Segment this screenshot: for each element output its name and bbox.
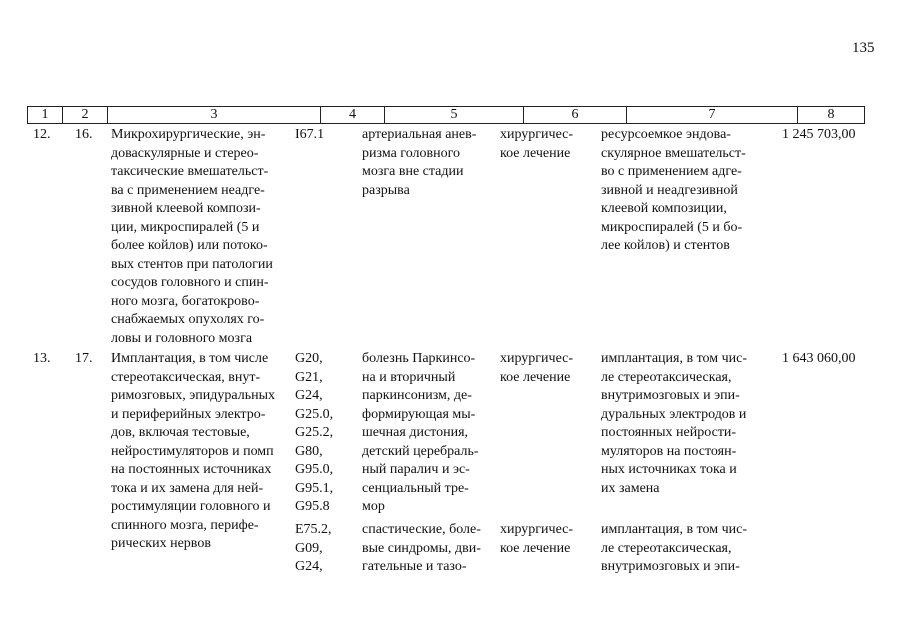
row1-number: 12. xyxy=(33,127,51,142)
cell-line: тока и их замена для ней- xyxy=(111,480,264,496)
cell-line: G09, xyxy=(295,540,323,556)
cell-line: ресурсоемкое эндова- xyxy=(601,127,731,142)
cell-line: кое лечение xyxy=(500,145,571,161)
page-number: 135 xyxy=(852,40,875,56)
row1-cost: 1 245 703,00 xyxy=(782,127,856,142)
cell-line: таксические вмешательст- xyxy=(111,164,269,179)
header-col-7: 7 xyxy=(627,107,798,123)
cell-line: G20, xyxy=(295,351,323,366)
cell-line: и периферийных электро- xyxy=(111,406,266,422)
row2-method-name xyxy=(111,350,287,554)
cell-line: мор xyxy=(362,499,385,514)
cell-line: ловы и головного мозга xyxy=(111,330,253,346)
cell-line: внутримозговых и эпи- xyxy=(601,559,740,574)
header-col-4: 4 xyxy=(321,107,385,123)
cell-line: зивной и неадгезивной xyxy=(601,182,738,198)
cell-line: доваскулярные и стерео- xyxy=(111,145,259,161)
cell-line: E75.2, xyxy=(295,522,332,537)
row1-diagnosis xyxy=(362,126,494,200)
cell-line: микроспиралей (5 и бо- xyxy=(601,219,743,235)
header-col-2: 2 xyxy=(63,107,108,123)
cell-line: сенциальный тре- xyxy=(362,480,469,496)
cell-line: формирующая мы- xyxy=(362,406,476,422)
row2-treatment-type xyxy=(500,350,573,387)
cell-line: шечная дистония, xyxy=(362,425,469,440)
cell-line: G21, xyxy=(295,369,323,385)
cell-line: хирургичес- xyxy=(500,351,574,366)
cell-line: разрыва xyxy=(362,182,410,198)
cell-line: G95.1, xyxy=(295,480,334,496)
cell-line: ции, микроспиралей (5 и xyxy=(111,219,260,235)
cell-line: хирургичес- xyxy=(500,127,574,142)
cell-line: лее койлов) и стентов xyxy=(601,238,730,253)
header-col-8: 8 xyxy=(827,107,835,122)
cell-line: G24, xyxy=(295,388,323,403)
row3-method-description xyxy=(601,521,765,577)
cell-line: артериальная анев- xyxy=(362,127,477,142)
cell-line: ва с применением неадге- xyxy=(111,182,265,198)
cell-line: римозговых, эпидуральных xyxy=(111,388,276,403)
cell-line: ный паралич и эс- xyxy=(362,462,470,477)
header-col-3: 3 xyxy=(108,107,321,123)
cell-line: G25.0, xyxy=(295,406,334,422)
cell-line: муляторов на постоян- xyxy=(601,443,737,459)
cell-line: мозга вне стадии xyxy=(362,164,464,179)
cell-line: паркинсонизм, де- xyxy=(362,388,472,403)
cell-line: кое лечение xyxy=(500,540,571,556)
cell-line: стереотаксическая, внут- xyxy=(111,369,261,385)
cell-line: во с применением адге- xyxy=(601,164,742,179)
cell-line: нейростимуляторов и помп xyxy=(111,443,274,459)
row1-icd-codes xyxy=(295,126,324,145)
cell-line: ростимуляции головного и xyxy=(111,499,271,514)
row3-diagnosis xyxy=(362,521,494,577)
row2-diagnosis xyxy=(362,350,494,517)
cell-line: клеевой композиции, xyxy=(601,201,727,216)
cell-line: их замена xyxy=(601,480,660,496)
header-col-1: 1 xyxy=(28,107,63,123)
row1-method-name xyxy=(111,126,287,348)
row2-number: 13. xyxy=(33,351,51,366)
row2-cost: 1 643 060,00 xyxy=(782,351,856,366)
cell-line: гательные и тазо- xyxy=(362,559,467,574)
cell-line: имплантация, в том чис- xyxy=(601,522,748,537)
cell-line: внутримозговых и эпи- xyxy=(601,388,740,403)
cell-line: спастические, боле- xyxy=(362,522,481,537)
row1-method-description xyxy=(601,126,765,256)
cell-line: G95.8 xyxy=(295,499,330,514)
row3-icd-codes xyxy=(295,521,332,577)
cell-line: сосудов головного и спин- xyxy=(111,275,269,290)
cell-line: имплантация, в том чис- xyxy=(601,351,748,366)
cell-line: снабжаемых опухолях го- xyxy=(111,312,265,327)
cell-line: зивной клеевой компози- xyxy=(111,201,261,216)
cell-line: скулярное вмешательст- xyxy=(601,145,746,161)
cell-line: ризма головного xyxy=(362,145,460,161)
row1-treatment-type xyxy=(500,126,573,163)
table-header xyxy=(27,106,865,124)
cell-line: вых стентов при патологии xyxy=(111,256,273,272)
cell-line: G95.0, xyxy=(295,462,334,477)
row2-icd-codes xyxy=(295,350,333,517)
cell-line: детский церебраль- xyxy=(362,443,479,459)
cell-line: ных источниках тока и xyxy=(601,462,737,477)
cell-line: Микрохирургические, эн- xyxy=(111,127,266,142)
row1-group: 16. xyxy=(75,127,93,142)
row2-group: 17. xyxy=(75,351,93,366)
cell-line: болезнь Паркинсо- xyxy=(362,351,476,366)
cell-line: спинного мозга, перифе- xyxy=(111,517,259,533)
cell-line: I67.1 xyxy=(295,127,325,142)
cell-line: более койлов) или потоко- xyxy=(111,238,268,253)
cell-line: вые синдромы, дви- xyxy=(362,540,481,556)
cell-line: рических нервов xyxy=(111,536,211,551)
cell-line: дуральных электродов и xyxy=(601,406,747,422)
cell-line: хирургичес- xyxy=(500,522,574,537)
cell-line: на и вторичный xyxy=(362,369,456,385)
header-col-6: 6 xyxy=(524,107,627,123)
cell-line: Имплантация, в том числе xyxy=(111,351,269,366)
cell-line: G24, xyxy=(295,559,323,574)
cell-line: G25.2, xyxy=(295,425,334,440)
cell-line: ле стереотаксическая, xyxy=(601,369,732,385)
cell-line: ного мозга, богатокрово- xyxy=(111,293,260,309)
cell-line: ле стереотаксическая, xyxy=(601,540,732,556)
row2-method-description xyxy=(601,350,765,498)
header-col-5: 5 xyxy=(385,107,524,123)
cell-line: кое лечение xyxy=(500,369,571,385)
cell-line: постоянных нейрости- xyxy=(601,425,737,440)
cell-line: на постоянных источниках xyxy=(111,462,272,477)
cell-line: G80, xyxy=(295,443,323,459)
row3-treatment-type xyxy=(500,521,573,558)
cell-line: дов, включая тестовые, xyxy=(111,425,250,440)
